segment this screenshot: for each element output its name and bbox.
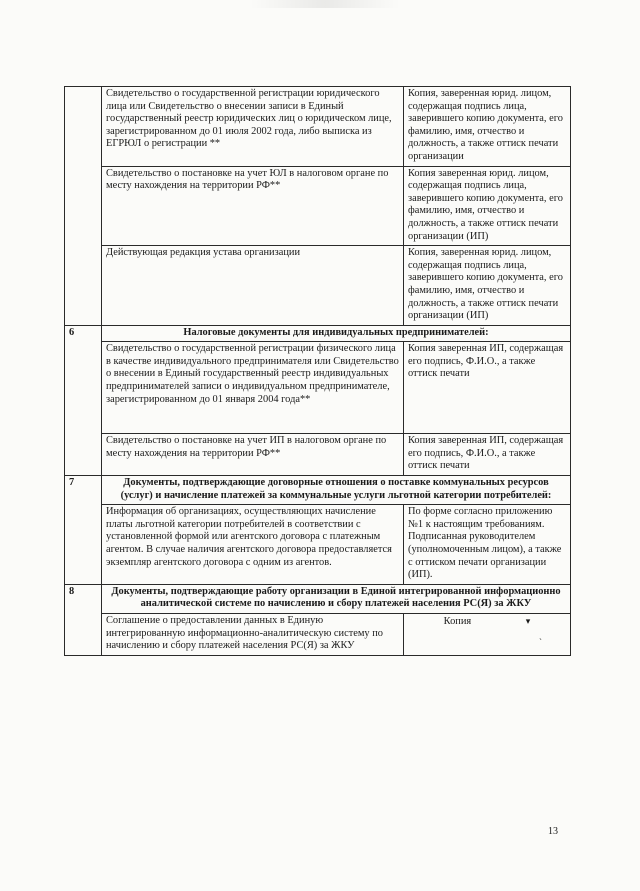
- section-title: Документы, подтверждающие работу организации в Единой интегрированной информационно аналитической системе по начислению и сбору платежей населения РС(Я) за ЖКУ: [102, 584, 571, 613]
- form-cell: По форме согласно приложению №1 к настоящим требованиям. Подписанная руководителем (уполномоченным лицом), а также с оттиском печати организации (ИП).: [404, 505, 571, 585]
- section-number: 8: [65, 584, 102, 655]
- document-cell: Действующая редакция устава организации: [102, 246, 404, 326]
- section-header-row: [65, 476, 571, 505]
- form-cell: Копия заверенная ИП, содержащая его подпись, Ф.И.О., а также оттиск печати: [404, 434, 571, 476]
- table-row: [65, 342, 571, 434]
- table-row: [65, 614, 571, 656]
- document-cell: Свидетельство о постановке на учет ИП в налоговом органе по месту нахождения на территории РФ**: [102, 434, 404, 476]
- form-cell: Копия, заверенная юрид. лицом, содержащая подпись лица, заверившего копию документа, его фамилию, имя, отчество и должность, а также оттиск печати организации (ИП): [404, 246, 571, 326]
- table-row: [65, 505, 571, 585]
- document-cell: Свидетельство о постановке на учет ЮЛ в налоговом органе по месту нахождения на территории РФ**: [102, 166, 404, 246]
- form-value: Копия: [443, 616, 472, 627]
- document-cell: Свидетельство о государственной регистрации физического лица в качестве индивидуального предпринимателя или Свидетельство о внесении в Единый государственный реестр индивидуальных предпринимателей записи о индивидуальном предпринимателе, зарегистрированном до 01 января 2004 года**: [102, 342, 404, 434]
- section-header-row: [65, 325, 571, 342]
- section-title: Налоговые документы для индивидуальных предпринимателей:: [102, 325, 571, 342]
- form-cell: Копия заверенная юрид. лицом, содержащая подпись лица, заверившего копию документа, его фамилию, имя, отчество и должность, а также оттиск печати организации (ИП): [404, 166, 571, 246]
- form-cell: Копия заверенная ИП, содержащая его подпись, Ф.И.О., а также оттиск печати: [404, 342, 571, 434]
- table-row: [65, 166, 571, 246]
- document-cell: Свидетельство о государственной регистрации юридического лица или Свидетельство о внесении записи в Единый государственный реестр юридических лиц о юридическом лице, зарегистрированном до 01 июля 2002 года, либо выписка из ЕГРЮЛ о регистрации **: [102, 87, 404, 167]
- section-number: 7: [65, 476, 102, 585]
- check-mark-icon: ▾: [525, 616, 531, 626]
- table-row: [65, 87, 571, 167]
- table-row: [65, 246, 571, 326]
- requirements-table: [64, 86, 571, 656]
- section-title: Документы, подтверждающие договорные отношения о поставке коммунальных ресурсов (услуг) и начисление платежей за коммунальные услуги льготной категории потребителей:: [102, 476, 571, 505]
- number-cell: [65, 87, 102, 326]
- page-number: 13: [548, 826, 558, 837]
- section-header-row: [65, 584, 571, 613]
- scan-smudge: [250, 0, 400, 8]
- document-cell: Соглашение о предоставлении данных в Единую интегрированную информационно-аналитическую систему по начислению и сбору платежей населения РС(Я) за ЖКУ: [102, 614, 404, 656]
- pen-mark-icon: ˏ: [539, 629, 542, 640]
- document-cell: Информация об организациях, осуществляющих начисление платы льготной категории потребителей в соответствии с установленной формой или агентского договора с платежным агентом. В случае наличия агентского договора предоставляется экземпляр агентского договора с одним из агентов.: [102, 505, 404, 585]
- form-cell: [404, 614, 571, 656]
- section-number: 6: [65, 325, 102, 475]
- form-cell: Копия, заверенная юрид. лицом, содержащая подпись лица, заверившего копию документа, его фамилию, имя, отчество и должность, а также оттиск печати организации: [404, 87, 571, 167]
- table-row: [65, 434, 571, 476]
